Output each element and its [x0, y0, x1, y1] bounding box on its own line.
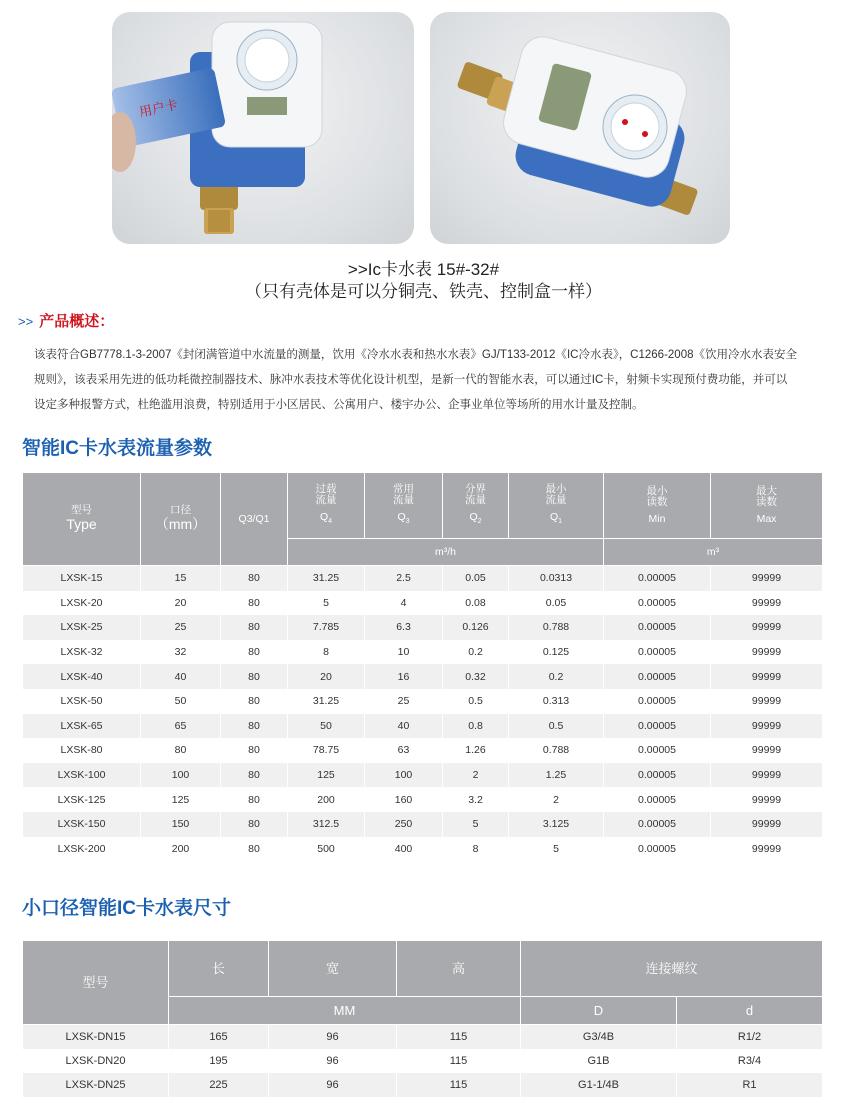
table-cell: 0.8	[443, 714, 509, 739]
table-cell: 2.5	[365, 566, 443, 591]
header-common-subscript: 3	[405, 518, 410, 526]
table-cell: 5	[288, 591, 365, 616]
header-max-reading-l2: 读数	[756, 496, 777, 508]
table-cell: 165	[169, 1025, 269, 1050]
table-cell: 80	[221, 566, 288, 591]
header-boundary-l2: 流量	[465, 493, 486, 506]
table-cell: 200	[288, 787, 365, 812]
header-overload-l1: 过载	[315, 482, 337, 495]
table-row	[23, 763, 823, 788]
table-cell: 10	[365, 640, 443, 665]
table-cell: 25	[365, 689, 443, 714]
header-diameter-cn: 口径	[170, 504, 191, 516]
table-cell: 0.00005	[604, 763, 711, 788]
table-cell: 0.2	[509, 664, 604, 689]
table-cell: 1.26	[443, 738, 509, 763]
table-cell: LXSK-40	[23, 664, 141, 689]
water-meter-side-view-illustration	[430, 12, 730, 244]
overview-line: 设定多种报警方式，杜绝滥用浪费，特别适用于小区居民、公寓用户、楼宇办公、企事业单位等场所的用水计量及控制。	[34, 399, 644, 411]
header-max-reading-l1: 最大	[756, 485, 777, 497]
table-cell: R1	[677, 1073, 823, 1097]
table-cell: G3/4B	[521, 1025, 677, 1050]
table-cell: LXSK-80	[23, 738, 141, 763]
table-cell: 0.00005	[604, 837, 711, 862]
dimensions-body	[23, 1025, 823, 1098]
header-boundary-l1: 分界	[465, 482, 486, 495]
table-cell: 80	[221, 787, 288, 812]
table-cell: LXSK-50	[23, 689, 141, 714]
table-cell: 3.125	[509, 812, 604, 837]
table-row	[23, 837, 823, 862]
table-cell: 0.125	[509, 640, 604, 665]
table-cell: 25	[141, 615, 221, 640]
table-cell: 0.00005	[604, 689, 711, 714]
table-cell: 0.5	[443, 689, 509, 714]
table-cell: 0.5	[509, 714, 604, 739]
dim-header-thread-D: D	[521, 997, 677, 1025]
table-cell: 0.00005	[604, 787, 711, 812]
table-cell: 0.08	[443, 591, 509, 616]
header-boundary	[443, 473, 509, 539]
table-row	[23, 1049, 823, 1073]
flow-params-body	[23, 566, 823, 862]
table-cell: 96	[269, 1025, 397, 1050]
table-cell: 6.3	[365, 615, 443, 640]
dim-header-width: 宽	[269, 941, 397, 997]
table-cell: 96	[269, 1049, 397, 1073]
table-cell: 0.0313	[509, 566, 604, 591]
dimensions-table	[22, 940, 823, 1097]
table-cell: 0.788	[509, 615, 604, 640]
table-cell: LXSK-25	[23, 615, 141, 640]
table-cell: 80	[221, 837, 288, 862]
header-overload-symbol: Q	[319, 510, 329, 523]
table-cell: 80	[221, 689, 288, 714]
table-cell: 32	[141, 640, 221, 665]
table-cell: 160	[365, 787, 443, 812]
header-common-l2: 流量	[393, 493, 414, 506]
table-cell: 0.05	[443, 566, 509, 591]
header-min-flow-l1: 最小	[545, 482, 567, 495]
table-cell: 80	[221, 615, 288, 640]
table-cell: 2	[443, 763, 509, 788]
header-boundary-symbol: Q	[469, 510, 478, 523]
table-cell: 0.00005	[604, 738, 711, 763]
table-cell: 80	[221, 738, 288, 763]
table-cell: 4	[365, 591, 443, 616]
overview-heading	[18, 310, 114, 331]
table-cell: 80	[221, 640, 288, 665]
table-cell: 16	[365, 664, 443, 689]
overview-paragraph	[34, 343, 824, 418]
overview-line: 该表符合GB7778.1-3-2007《封闭满管道中水流量的测量，饮用《冷水水表和热水水表》GJ/T133-2012《IC冷水表》，C1266-2008《饮用冷水水表安全	[34, 349, 797, 361]
table-row	[23, 689, 823, 714]
table-cell: 80	[221, 664, 288, 689]
table-cell: 80	[221, 812, 288, 837]
table-cell: 100	[365, 763, 443, 788]
table-cell: 80	[221, 763, 288, 788]
header-type	[23, 473, 141, 566]
table-cell: 99999	[711, 812, 823, 837]
header-type-cn: 型号	[71, 504, 92, 516]
table-cell: 0.313	[509, 689, 604, 714]
dim-header-thread: 连接螺纹	[521, 941, 823, 997]
table-row	[23, 640, 823, 665]
table-cell: 2	[509, 787, 604, 812]
table-cell: 96	[269, 1073, 397, 1097]
table-cell: LXSK-125	[23, 787, 141, 812]
table-cell: 99999	[711, 787, 823, 812]
table-cell: 99999	[711, 738, 823, 763]
dim-header-length: 长	[169, 941, 269, 997]
table-cell: 65	[141, 714, 221, 739]
table-cell: 0.00005	[604, 812, 711, 837]
header-flow-unit: m³/h	[288, 539, 604, 566]
table-row	[23, 1073, 823, 1097]
flow-params-table	[22, 472, 823, 861]
table-cell: 40	[141, 664, 221, 689]
table-row	[23, 566, 823, 591]
table-cell: 0.00005	[604, 664, 711, 689]
table-cell: 3.2	[443, 787, 509, 812]
overview-arrows-icon: >>	[18, 314, 34, 329]
header-min-reading-en: Min	[648, 513, 666, 525]
table-cell: LXSK-15	[23, 566, 141, 591]
table-cell: LXSK-100	[23, 763, 141, 788]
table-cell: 115	[397, 1049, 521, 1073]
table-cell: 80	[221, 591, 288, 616]
header-min-flow-symbol: Q	[549, 510, 559, 523]
table-cell: LXSK-20	[23, 591, 141, 616]
overview-title: 产品概述：	[39, 313, 115, 330]
table-cell: 80	[221, 714, 288, 739]
table-cell: 400	[365, 837, 443, 862]
table-cell: 50	[141, 689, 221, 714]
table-cell: 8	[443, 837, 509, 862]
table-cell: 312.5	[288, 812, 365, 837]
dimensions-title: 小口径智能IC卡水表尺寸	[22, 898, 232, 919]
table-cell: 150	[141, 812, 221, 837]
table-cell: 0.05	[509, 591, 604, 616]
table-row	[23, 591, 823, 616]
table-cell: 99999	[711, 714, 823, 739]
table-cell: 0.00005	[604, 566, 711, 591]
dim-header-type: 型号	[23, 941, 169, 1025]
overview-line: 规则》，该表采用先进的低功耗微控制器技术、脉冲水表技术等优化设计机型，是新一代的智能水表，可以通过IC卡，射频卡实现预付费功能，并可以	[34, 374, 788, 386]
dim-header-unit: MM	[169, 997, 521, 1025]
header-min-reading-l2: 读数	[646, 496, 668, 508]
table-cell: 40	[365, 714, 443, 739]
table-cell: 0.126	[443, 615, 509, 640]
product-caption-note: （只有壳体是可以分铜壳、铁壳、控制盒一样）	[245, 282, 602, 301]
table-cell: 115	[397, 1025, 521, 1050]
table-cell: 63	[365, 738, 443, 763]
table-cell: LXSK-DN25	[23, 1073, 169, 1097]
header-reading-unit: m³	[604, 539, 823, 566]
table-row	[23, 714, 823, 739]
table-cell: 99999	[711, 763, 823, 788]
table-cell: 31.25	[288, 566, 365, 591]
flow-params-title: 智能IC卡水表流量参数	[22, 438, 213, 459]
table-row	[23, 812, 823, 837]
table-cell: G1-1/4B	[521, 1073, 677, 1097]
table-row	[23, 1025, 823, 1050]
table-row	[23, 738, 823, 763]
table-cell: 80	[141, 738, 221, 763]
table-cell: LXSK-DN20	[23, 1049, 169, 1073]
table-cell: 5	[443, 812, 509, 837]
header-overload	[288, 473, 365, 539]
table-cell: R3/4	[677, 1049, 823, 1073]
header-ratio: Q3/Q1	[221, 473, 288, 566]
header-common-l1: 常用	[393, 482, 414, 495]
header-max-reading-en: Max	[756, 513, 777, 525]
table-cell: LXSK-65	[23, 714, 141, 739]
table-cell: 99999	[711, 615, 823, 640]
header-min-reading-l1: 最小	[646, 485, 668, 497]
table-cell: 225	[169, 1073, 269, 1097]
header-common	[365, 473, 443, 539]
product-photo-left	[112, 12, 414, 244]
table-cell: LXSK-150	[23, 812, 141, 837]
header-overload-l2: 流量	[315, 493, 337, 506]
header-diameter	[141, 473, 221, 566]
table-cell: LXSK-32	[23, 640, 141, 665]
table-cell: G1B	[521, 1049, 677, 1073]
header-diameter-unit: （mm）	[154, 516, 207, 532]
user-card-label: 用户卡	[137, 96, 180, 120]
table-cell: 0.00005	[604, 640, 711, 665]
table-cell: 8	[288, 640, 365, 665]
ic-card-water-meter-illustration	[112, 12, 414, 244]
header-min-flow-l2: 流量	[545, 493, 567, 506]
table-cell: 31.25	[288, 689, 365, 714]
header-overload-subscript: 4	[328, 518, 333, 526]
header-min-reading	[604, 473, 711, 539]
table-cell: 99999	[711, 689, 823, 714]
table-cell: 0.32	[443, 664, 509, 689]
table-cell: 50	[288, 714, 365, 739]
table-cell: 5	[509, 837, 604, 862]
table-cell: 500	[288, 837, 365, 862]
product-caption-model: >>Ic卡水表 15#-32#	[347, 260, 500, 279]
table-cell: 99999	[711, 591, 823, 616]
header-max-reading	[711, 473, 823, 539]
table-cell: 0.00005	[604, 591, 711, 616]
table-row	[23, 787, 823, 812]
table-cell: R1/2	[677, 1025, 823, 1050]
table-cell: 15	[141, 566, 221, 591]
table-row	[23, 664, 823, 689]
header-type-en: Type	[66, 516, 97, 532]
header-boundary-subscript: 2	[477, 518, 482, 526]
table-cell: 7.785	[288, 615, 365, 640]
table-cell: 100	[141, 763, 221, 788]
header-min-flow	[509, 473, 604, 539]
table-cell: 99999	[711, 664, 823, 689]
table-cell: LXSK-200	[23, 837, 141, 862]
header-common-symbol: Q	[397, 510, 406, 523]
product-photo-right	[430, 12, 730, 244]
table-cell: 195	[169, 1049, 269, 1073]
table-cell: 78.75	[288, 738, 365, 763]
table-cell: 0.788	[509, 738, 604, 763]
table-cell: 99999	[711, 640, 823, 665]
dim-header-thread-d: d	[677, 997, 823, 1025]
dim-header-height: 高	[397, 941, 521, 997]
table-cell: 1.25	[509, 763, 604, 788]
table-cell: 99999	[711, 837, 823, 862]
table-cell: 0.00005	[604, 714, 711, 739]
table-cell: 115	[397, 1073, 521, 1097]
table-cell: 0.00005	[604, 615, 711, 640]
table-row	[23, 615, 823, 640]
table-cell: 125	[141, 787, 221, 812]
table-cell: 250	[365, 812, 443, 837]
table-cell: 200	[141, 837, 221, 862]
table-cell: 20	[141, 591, 221, 616]
header-min-flow-subscript: 1	[558, 518, 563, 526]
table-cell: LXSK-DN15	[23, 1025, 169, 1050]
table-cell: 0.2	[443, 640, 509, 665]
table-cell: 20	[288, 664, 365, 689]
table-cell: 99999	[711, 566, 823, 591]
table-cell: 125	[288, 763, 365, 788]
